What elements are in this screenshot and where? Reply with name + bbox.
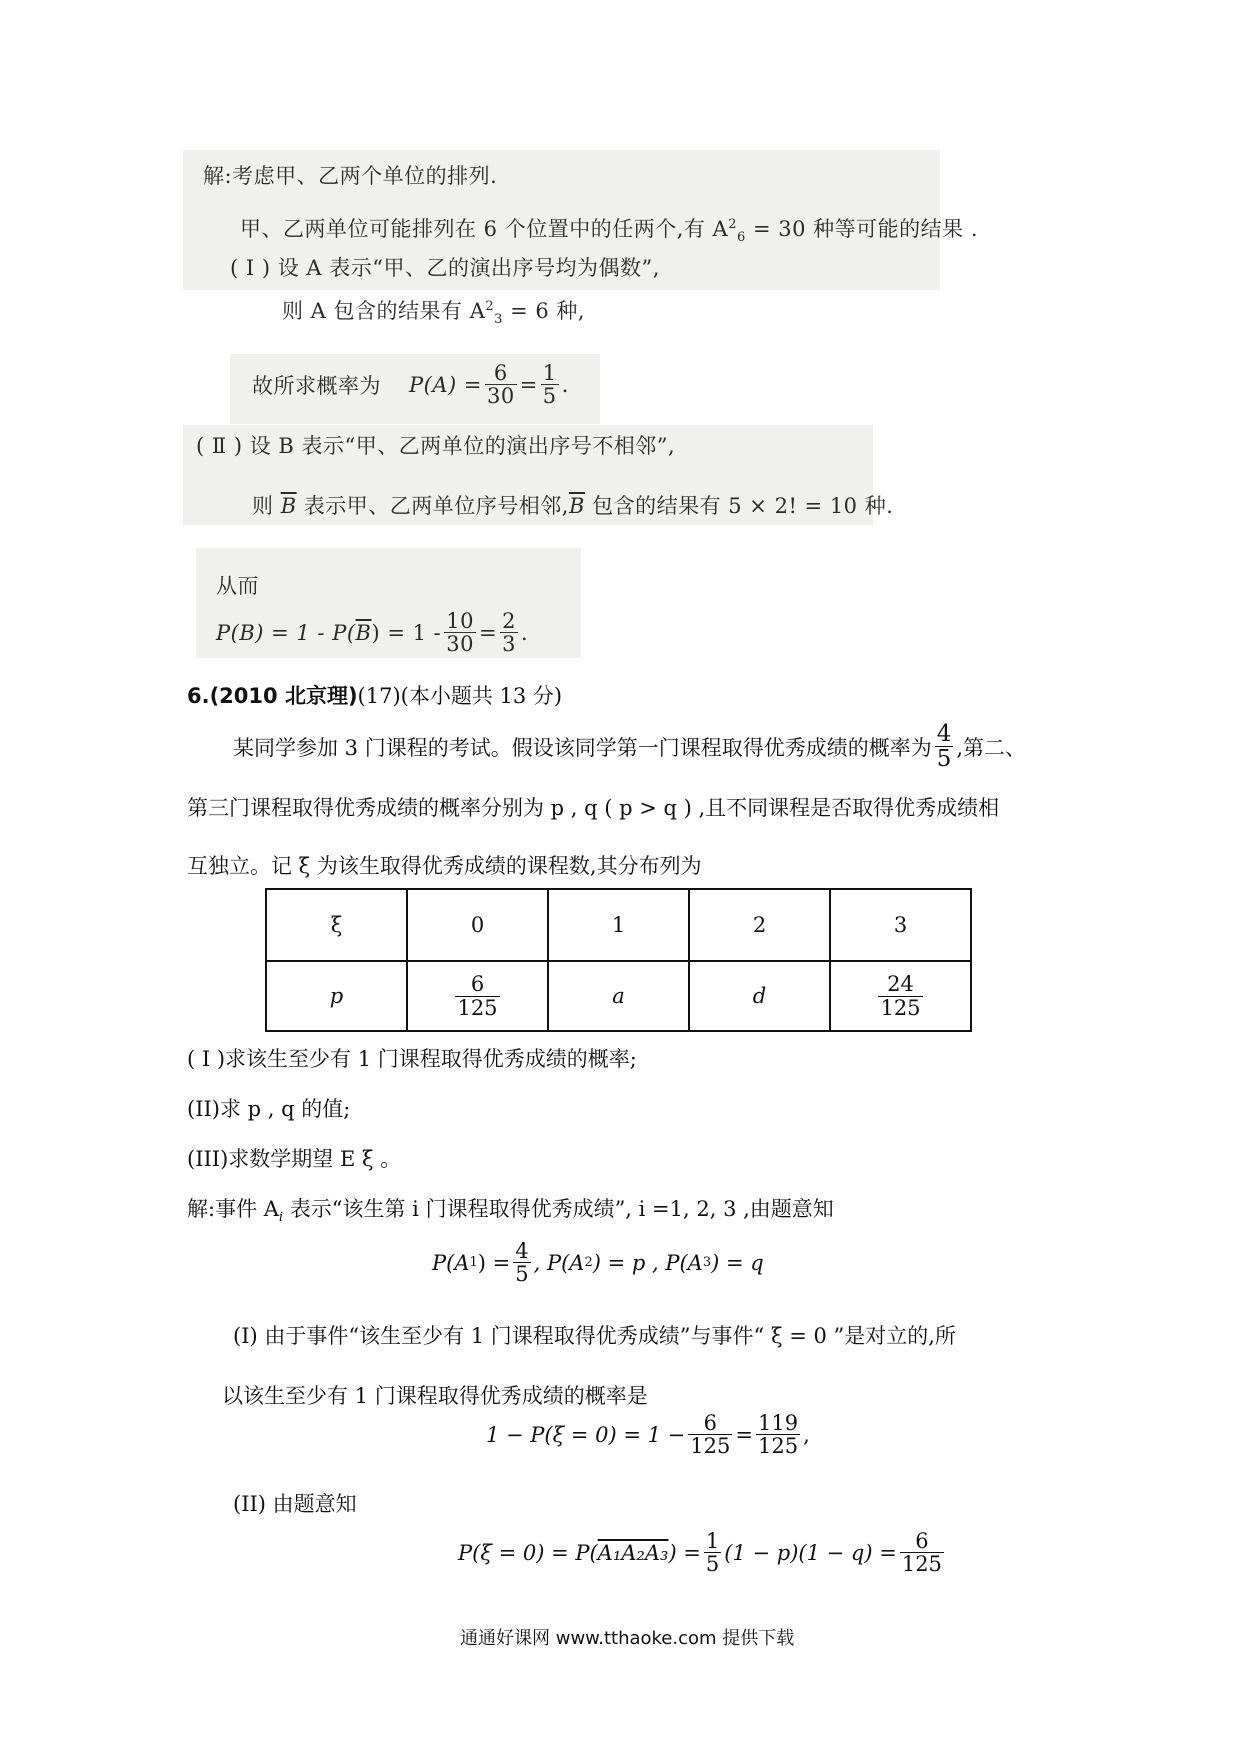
scan4-line2: P(B) = 1 - P( $\overline{B}$ ) = 1 - $\frac{10}{30}$ = $\frac{2}{3}$ . <box>216 609 529 657</box>
table-cell: $\frac{24}{125}$ <box>830 961 971 1031</box>
solution-line3: 以该生至少有 1 门课程取得优秀成绩的概率是 <box>222 1384 648 1408</box>
scan1-line2: 甲、乙两单位可能排列在 6 个位置中的任两个,有 $A^2_6 = 30$ 种等可能的结果 . <box>240 217 978 246</box>
table-row <box>266 961 971 1031</box>
solution-equation-2: 1 − P(ξ = 0) = 1 − $\frac{6}{125}$ = $\frac{119}{125}$ , <box>486 1411 810 1459</box>
question-3: (III)求数学期望 E ξ 。 <box>187 1147 402 1171</box>
table-cell: a <box>548 961 689 1031</box>
problem-heading: 6.(2010 北京理)(17)(本小题共 13 分) <box>187 684 563 708</box>
solution-line4: (II) 由题意知 <box>233 1492 357 1516</box>
problem-paragraph-line1: 某同学参加 3 门课程的考试。假设该同学第一门课程取得优秀成绩的概率为 $\frac{4}{5}$ ,第二、 <box>233 721 1027 773</box>
question-1: ( I )求该生至少有 1 门课程取得优秀成绩的概率; <box>187 1047 637 1071</box>
table-cell: 2 <box>689 889 830 961</box>
table-cell: $\frac{6}{125}$ <box>407 961 548 1031</box>
scan4-line1: 从而 <box>216 574 259 598</box>
scan2-fraction-2: $\frac{1}{5}$ <box>542 361 557 409</box>
scan4-fraction-2: $\frac{2}{3}$ <box>502 609 516 657</box>
scan1-line1: 解:考虑甲、乙两个单位的排列. <box>203 164 498 188</box>
scan3-line1: ( Ⅱ ) 设 B 表示“甲、乙两单位的演出序号不相邻”, <box>196 434 676 458</box>
distribution-table <box>265 888 972 1032</box>
table-cell: d <box>689 961 830 1031</box>
scan2-probability-line: 故所求概率为 P(A) = $\frac{6}{30}$ = $\frac{1}{5}$ . <box>252 361 569 409</box>
table-cell: 3 <box>830 889 971 961</box>
table-cell: p <box>266 961 407 1031</box>
table-header-row <box>266 889 971 961</box>
table-cell: 0 <box>407 889 548 961</box>
problem-paragraph-line3: 互独立。记 ξ 为该生取得优秀成绩的课程数,其分布列为 <box>187 854 702 878</box>
scan2-fraction-1: $\frac{6}{30}$ <box>486 361 515 409</box>
solution-equation-3: P(ξ = 0) = P( A₁A₂A₃ ) = $\frac{1}{5}$ (1 − p)(1 − q) = $\frac{6}{125}$ <box>458 1529 942 1577</box>
page-footer: 通通好课网 www.tthaoke.com 提供下载 <box>460 1628 795 1649</box>
solution-line2: (I) 由于事件“该生至少有 1 门课程取得优秀成绩”与事件“ ξ = 0 ”是对立的,所 <box>233 1324 956 1348</box>
scan1-line4: 则 A 包含的结果有 $A^2_3 = 6$ 种, <box>282 299 586 328</box>
scan4-fraction-1: $\frac{10}{30}$ <box>446 609 474 657</box>
table-cell: ξ <box>266 889 407 961</box>
solution-line1: 解:事件 $A_i$ 表示“该生第 i 门课程取得优秀成绩”, i =1, 2, 3 ,由题意知 <box>187 1197 834 1226</box>
scan3-line2: 则 $\overline{B}$ 表示甲、乙两单位序号相邻$,\overline{B}$ 包含的结果有 5 × 2! = 10 种. <box>252 494 894 518</box>
scan1-line3: ( Ⅰ ) 设 A 表示“甲、乙的演出序号均为偶数”, <box>230 256 660 280</box>
problem-fraction-4-5: $\frac{4}{5}$ <box>936 721 952 773</box>
problem-paragraph-line2: 第三门课程取得优秀成绩的概率分别为 p , q ( p > q ) ,且不同课程是否取得优秀成绩相 <box>187 796 1000 820</box>
question-2: (II)求 p , q 的值; <box>187 1097 351 1121</box>
solution-equation-1: P(A 1 ) = $\frac{4}{5}$ , P(A 2 ) = p , P(A 3 ) = q <box>432 1239 764 1287</box>
table-cell: 1 <box>548 889 689 961</box>
